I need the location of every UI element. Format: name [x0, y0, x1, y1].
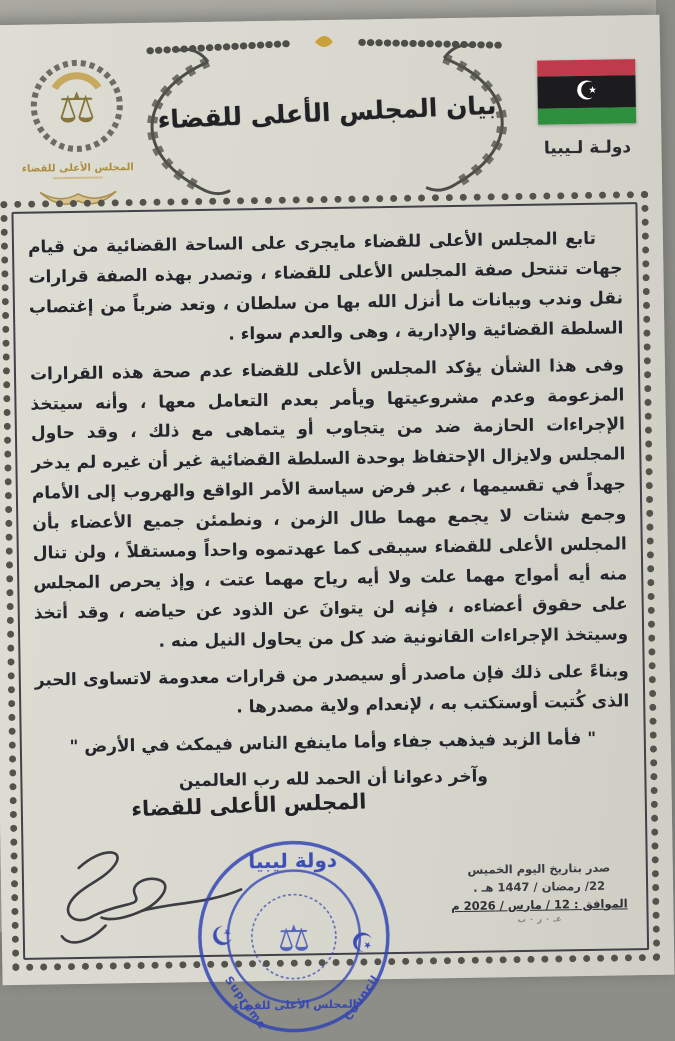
stamp-english-right: Council: [341, 972, 382, 1024]
statement-paragraph-2: وفى هذا الشأن يؤكد المجلس الأعلى للقضاء عدم صحة هذه القرارات المزعومة وعدم مشروعيتها ويأمر بعدم التعامل معها ، وأنه سيتخذ الإجراءات الحازمة ضد من يتجاوب أو يتماهى مع ذلك ، وقد حاول المجلس ولايزال الإحتفاظ بوحدة السلطة القضائية غير أن غيره لم يدخر جهداً في تقسيمها ، عبر فرض سياسة الأمر الواقع والهروب إلى الأمام وجمع شتات لا يجمع مهما طال الزمن ، ونطمئن جميع الأعضاء بأن المجلس الأعلى للقضاء سيبقى كما عهدتموه واحداً ومستقلاً ، ولن تنال منه أيه أمواج مهما علت ولا أيه رياح مهما عتت ، وإذ يحرص المجلس على حقوق أعضاءه ، فإنه لن يتوانَ عن الذود عن حياضه ، وقد أتخذ وسيتخذ الإجراءات القانونية ضد كل من يحاول النيل منه .: [29, 354, 629, 652]
stamp-right-crescent-icon: ☪: [343, 924, 380, 963]
statement-body: [7, 198, 650, 800]
state-label: دولـة لـيبيا: [543, 137, 632, 159]
stamp-inner-emblem-icon: ⚖: [277, 918, 311, 960]
libya-flag: [537, 59, 636, 125]
statement-paragraph-1: تابع المجلس الأعلى للقضاء مايجرى على الساحة القضائية من قيام جهات تنتحل صفة المجلس الأعلى للقضاء ، وتصدر بهذه الصفة قرارات نقل وندب وبيانات ما أنزل الله بها من سلطان ، وتعد ضرباً من إغتصاب السلطة القضائية والإدارية ، وهى والعدم سواء .: [27, 228, 624, 345]
stamp-english-left: Supreme: [222, 973, 270, 1033]
gold-ribbon-icon: [315, 36, 333, 47]
quran-quote-line: " فأما الزبد فيذهب جفاء وأما ماينفع الناس فيمكث في الأرض ": [69, 728, 597, 757]
flag-block: [534, 59, 640, 159]
signatory-org-heading: المجلس الأعلى للقضاء: [130, 789, 367, 822]
document-paper: [0, 15, 675, 1033]
stamp-top-text: دولة ليبيا: [248, 847, 338, 874]
flag-green-stripe: [538, 107, 636, 125]
flag-red-stripe: [537, 59, 635, 77]
statement-paragraph-3: وبناءً على ذلك فإن ماصدر أو سيصدر من قرارات معدومة لاتساوى الحبر الذى كُتبت أوستكتب به ، لإنعدام ولاية مصدرها .: [34, 661, 630, 718]
stamp-inner-bottom-text: المجلس الأعلى للقضاء: [233, 997, 357, 1013]
flag-black-stripe: [537, 75, 635, 109]
issue-date-block: [435, 859, 644, 929]
scales-of-justice-icon: ⚖: [57, 82, 97, 133]
crescent-star-icon: ☪: [574, 76, 599, 107]
closing-line: وآخر دعوانا أن الحمد لله رب العالمين: [178, 766, 489, 792]
issue-date-gregorian: الموافق : 12 / مارس / 2026 م: [451, 895, 628, 913]
fine-print-marks: عـ ٠ ر ٠ ب: [517, 914, 562, 926]
statement-title: بيان المجلس الأعلى للقضاء: [156, 90, 497, 135]
emblem-caption: المجلس الأعلى للقضاء: [21, 162, 134, 175]
stamp-left-crescent-icon: ☪: [205, 917, 242, 956]
title-banner: [110, 23, 545, 216]
official-stamp: [192, 835, 395, 1038]
issue-date-line1: صدر بتاريخ اليوم الخميس: [467, 860, 611, 877]
emblem-divider: [53, 177, 103, 180]
issue-date-hijri: 22/ رمضان / 1447 هـ .: [473, 878, 606, 895]
